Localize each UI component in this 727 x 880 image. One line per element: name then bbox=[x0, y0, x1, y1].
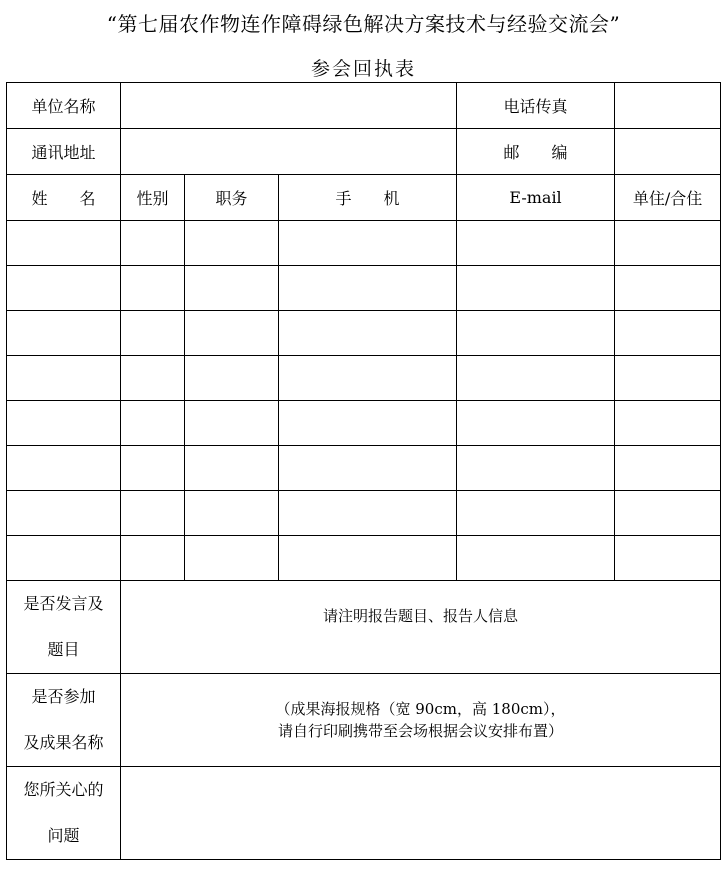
concern-label bbox=[7, 767, 121, 860]
unit-name-field[interactable] bbox=[121, 83, 457, 129]
attendee-gender-cell[interactable] bbox=[121, 221, 185, 266]
attendee-room-cell[interactable] bbox=[615, 446, 721, 491]
attendee-email-cell[interactable] bbox=[457, 491, 615, 536]
poster-note-line1: （成果海报规格（宽 90cm，高 180cm）， bbox=[275, 700, 566, 718]
attendee-header-row bbox=[7, 175, 721, 221]
attendee-mobile-cell[interactable] bbox=[279, 266, 457, 311]
concern-field[interactable] bbox=[121, 767, 721, 860]
attendee-room-cell[interactable] bbox=[615, 221, 721, 266]
attendee-name-cell[interactable] bbox=[7, 311, 121, 356]
attendee-position-cell[interactable] bbox=[185, 311, 279, 356]
attendee-gender-cell[interactable] bbox=[121, 536, 185, 581]
attendee-room-cell[interactable] bbox=[615, 401, 721, 446]
unit-row bbox=[7, 83, 721, 129]
attendee-position-cell[interactable] bbox=[185, 266, 279, 311]
poster-label-line1: 是否参加 bbox=[31, 687, 96, 706]
phone-fax-label: 电话传真 bbox=[457, 83, 615, 129]
attendee-position-cell[interactable] bbox=[185, 536, 279, 581]
speech-field[interactable] bbox=[121, 581, 721, 674]
concern-label-line2: 问题 bbox=[47, 826, 80, 845]
attendee-name-cell[interactable] bbox=[7, 446, 121, 491]
col-header-mobile: 手 机 bbox=[279, 175, 457, 221]
attendee-row bbox=[7, 536, 721, 581]
attendee-email-cell[interactable] bbox=[457, 221, 615, 266]
address-field[interactable] bbox=[121, 129, 457, 175]
col-header-name: 姓 名 bbox=[7, 175, 121, 221]
attendee-gender-cell[interactable] bbox=[121, 356, 185, 401]
unit-name-label: 单位名称 bbox=[7, 83, 121, 129]
attendee-room-cell[interactable] bbox=[615, 266, 721, 311]
speech-label-line2: 题目 bbox=[47, 640, 80, 659]
attendee-mobile-cell[interactable] bbox=[279, 221, 457, 266]
col-header-gender: 性别 bbox=[121, 175, 185, 221]
concern-label-line1: 您所关心的 bbox=[23, 780, 104, 799]
attendee-room-cell[interactable] bbox=[615, 491, 721, 536]
attendee-position-cell[interactable] bbox=[185, 401, 279, 446]
page-title: “第七届农作物连作障碍绿色解决方案技术与经验交流会” bbox=[106, 12, 621, 36]
postcode-label: 邮 编 bbox=[457, 129, 615, 175]
poster-label bbox=[7, 674, 121, 767]
attendee-mobile-cell[interactable] bbox=[279, 446, 457, 491]
speech-row bbox=[7, 581, 721, 674]
attendee-row bbox=[7, 311, 721, 356]
address-row bbox=[7, 129, 721, 175]
attendee-email-cell[interactable] bbox=[457, 401, 615, 446]
postcode-field[interactable] bbox=[615, 129, 721, 175]
attendee-position-cell[interactable] bbox=[185, 221, 279, 266]
poster-field[interactable] bbox=[121, 674, 721, 767]
attendee-gender-cell[interactable] bbox=[121, 401, 185, 446]
attendee-mobile-cell[interactable] bbox=[279, 356, 457, 401]
speech-note: 请注明报告题目、报告人信息 bbox=[323, 607, 519, 625]
attendee-email-cell[interactable] bbox=[457, 311, 615, 356]
col-header-room-type: 单住/合住 bbox=[615, 175, 721, 221]
attendee-name-cell[interactable] bbox=[7, 536, 121, 581]
poster-note-line2: 请自行印刷携带至会场根据会议安排布置） bbox=[278, 722, 564, 740]
attendee-row bbox=[7, 401, 721, 446]
attendee-row bbox=[7, 356, 721, 401]
attendee-position-cell[interactable] bbox=[185, 446, 279, 491]
attendee-row bbox=[7, 446, 721, 491]
attendee-room-cell[interactable] bbox=[615, 536, 721, 581]
attendee-row bbox=[7, 221, 721, 266]
attendee-name-cell[interactable] bbox=[7, 491, 121, 536]
attendee-email-cell[interactable] bbox=[457, 446, 615, 491]
attendee-mobile-cell[interactable] bbox=[279, 311, 457, 356]
attendee-name-cell[interactable] bbox=[7, 401, 121, 446]
attendee-email-cell[interactable] bbox=[457, 536, 615, 581]
attendee-gender-cell[interactable] bbox=[121, 491, 185, 536]
attendee-mobile-cell[interactable] bbox=[279, 401, 457, 446]
form-subtitle: 参会回执表 bbox=[310, 58, 416, 80]
attendee-name-cell[interactable] bbox=[7, 221, 121, 266]
attendee-position-cell[interactable] bbox=[185, 491, 279, 536]
col-header-email: E-mail bbox=[457, 175, 615, 221]
address-label: 通讯地址 bbox=[7, 129, 121, 175]
speech-label bbox=[7, 581, 121, 674]
attendee-row bbox=[7, 491, 721, 536]
attendee-position-cell[interactable] bbox=[185, 356, 279, 401]
attendee-room-cell[interactable] bbox=[615, 311, 721, 356]
attendee-gender-cell[interactable] bbox=[121, 266, 185, 311]
col-header-position: 职务 bbox=[185, 175, 279, 221]
attendee-email-cell[interactable] bbox=[457, 356, 615, 401]
attendee-email-cell[interactable] bbox=[457, 266, 615, 311]
speech-label-line1: 是否发言及 bbox=[23, 594, 104, 613]
attendee-mobile-cell[interactable] bbox=[279, 536, 457, 581]
attendee-name-cell[interactable] bbox=[7, 266, 121, 311]
attendee-name-cell[interactable] bbox=[7, 356, 121, 401]
attendee-room-cell[interactable] bbox=[615, 356, 721, 401]
attendee-gender-cell[interactable] bbox=[121, 311, 185, 356]
phone-fax-field[interactable] bbox=[615, 83, 721, 129]
attendee-gender-cell[interactable] bbox=[121, 446, 185, 491]
attendee-mobile-cell[interactable] bbox=[279, 491, 457, 536]
poster-row bbox=[7, 674, 721, 767]
concern-row bbox=[7, 767, 721, 860]
poster-label-line2: 及成果名称 bbox=[23, 733, 104, 752]
attendee-row bbox=[7, 266, 721, 311]
registration-form-table bbox=[6, 82, 721, 860]
